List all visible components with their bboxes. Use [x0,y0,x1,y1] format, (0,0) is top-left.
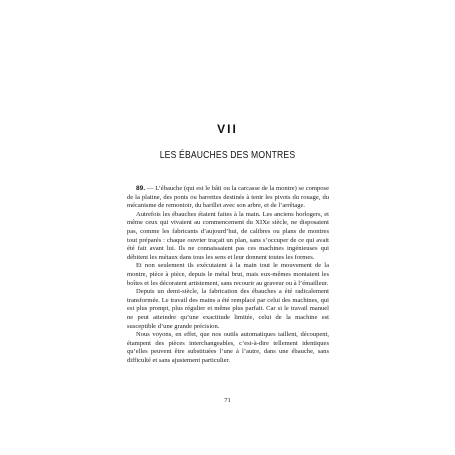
paragraph: Autrefois les ébauches étaient faites à la main. Les anciens horlogers, et même ceux qui vivaient au commencement du XIXe siècle, ne disposaient pas, comme les fabricants d’aujourd’hui, de calibres ou plans de montres tout préparés : chaque ouvrier traçait un plan, sans s’occuper de ce qui avait été fait avant lui. Ils ne connaissaient pas ces machines ingénieuses qui débitent les métaux dans tous les sens et leur donnent toutes les formes. [127,210,329,261]
paragraph-text: — L’ébauche (qui est le bâti ou la carcasse de la montre) se compose de la platine, des ponts ou barrettes destinés à tenir les pivots du rouage, du mécanisme de remontoir, du barillet avec son arbre, et de l’arrêtage. [127,185,329,210]
paragraph: Depuis un demi-siècle, la fabrication des ébauches a été radicalement transformée. Le travail des mains a été remplacé par celui des machines, qui est plus prompt, plus régulier et même plus parfait. Car si le travail manuel ne peut atteindre qu’une exactitude limitée, celui de la machine est susceptible d’une grande précision. [127,288,329,330]
paragraph-number: 89. [136,185,146,192]
page-number: 71 [224,397,231,404]
paragraph-89 [127,185,329,211]
paragraph: Et non seulement ils exécutaient à la main tout le mouvement de la montre, pièce à pièce, depuis le métal brut, mais eux-mêmes montaient les boîtes et les décoraient artistement, sans recourir au graveur ou à l’émailleur. [127,262,329,287]
paragraph: Nous voyons, en effet, que nos outils automatiques taillent, découpent, étampent des pièces interchangeables, c’est-à-dire tellement identiques qu’elles peuvent être substituées l’une à l’autre, dans une ébauche, sans difficulté et sans ajustement particulier. [127,331,329,364]
body-text [127,185,329,365]
chapter-title: LES ÉBAUCHES DES MONTRES [159,149,296,161]
chapter-number: VII [217,122,238,136]
